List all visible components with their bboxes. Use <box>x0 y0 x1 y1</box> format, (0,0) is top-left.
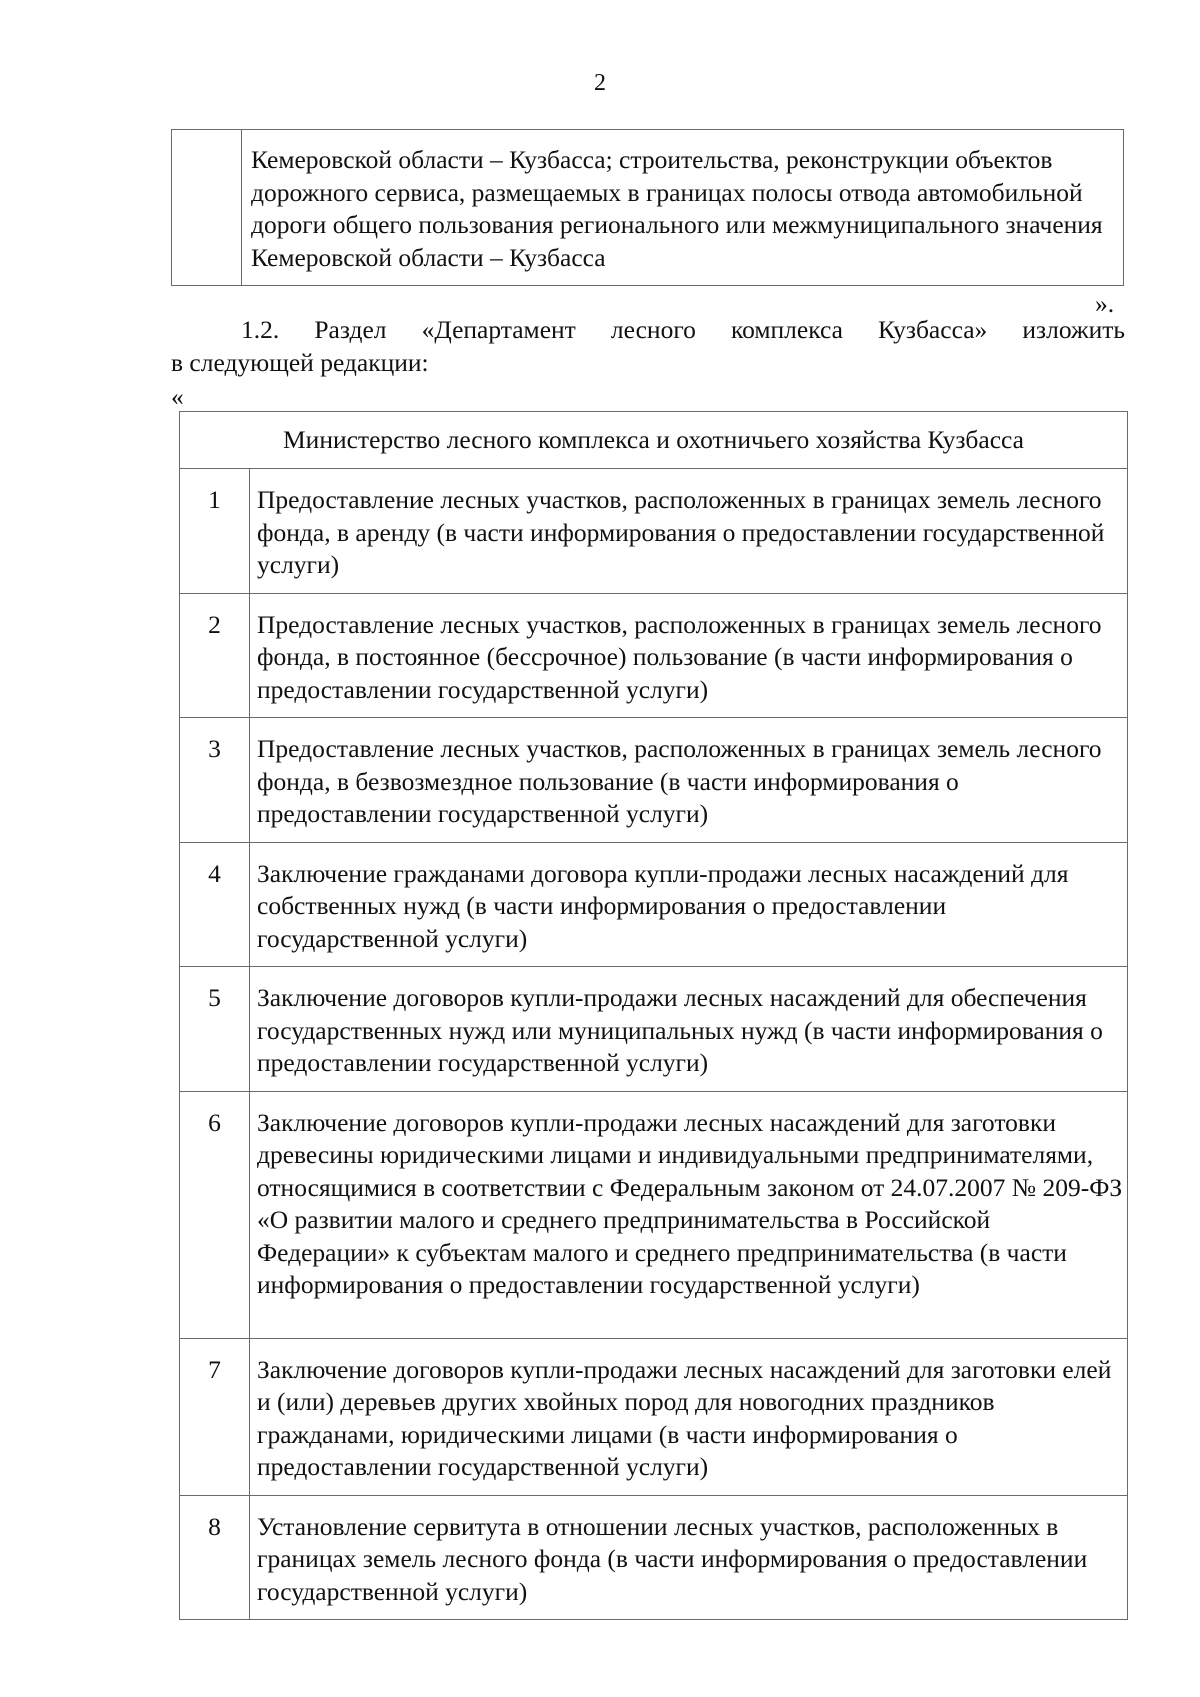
row-number: 5 <box>180 967 250 1092</box>
row-number: 8 <box>180 1495 250 1620</box>
table-header-row <box>180 412 1128 469</box>
ministry-services-table <box>179 411 1128 1620</box>
amendment-paragraph <box>171 314 1125 379</box>
table-row <box>180 469 1128 594</box>
row-text: Предоставление лесных участков, расположенных в границах земель лесного фонда, в аренду (в части информирования о предоставлении государственной услуги) <box>250 469 1128 594</box>
table-row <box>180 1338 1128 1495</box>
paragraph-second-line: в следующей редакции: <box>171 347 429 377</box>
row-number: 3 <box>180 718 250 843</box>
row-text: Заключение гражданами договора купли-продажи лесных насаждений для собственных нужд (в части информирования о предоставлении государственной услуги) <box>250 842 1128 967</box>
row-number: 6 <box>180 1091 250 1338</box>
paragraph-first-line: 1.2. Раздел «Департамент лесного комплекса Кузбасса» изложить <box>241 315 1125 344</box>
table-row <box>180 1495 1128 1620</box>
row-number: 1 <box>180 469 250 594</box>
table-row <box>180 1091 1128 1338</box>
table-cell-empty <box>172 130 242 286</box>
table-row <box>180 967 1128 1092</box>
page-number: 2 <box>594 70 606 96</box>
row-number: 7 <box>180 1338 250 1495</box>
closing-quote: ». <box>1095 289 1115 318</box>
table-row <box>180 842 1128 967</box>
table-row <box>180 593 1128 718</box>
opening-quote: « <box>171 382 184 411</box>
table-header: Министерство лесного комплекса и охотничьего хозяйства Кузбасса <box>180 412 1128 469</box>
continuation-table <box>171 129 1124 286</box>
row-text: Установление сервитута в отношении лесных участков, расположенных в границах земель лесного фонда (в части информирования о предоставлении государственной услуги) <box>250 1495 1128 1620</box>
row-text: Предоставление лесных участков, расположенных в границах земель лесного фонда, в безвозмездное пользование (в части информирования о предоставлении государственной услуги) <box>250 718 1128 843</box>
row-text: Заключение договоров купли-продажи лесных насаждений для заготовки древесины юридическими лицами и индивидуальными предпринимателями, относящимися в соответствии с Федеральным законом от 24.07.2007 № 209-ФЗ «О развитии малого и среднего предпринимательства в Российской Федерации» к субъектам малого и среднего предпринимательства (в части информирования о предоставлении государственной услуги) <box>250 1091 1128 1338</box>
row-text: Заключение договоров купли-продажи лесных насаждений для заготовки елей и (или) деревьев других хвойных пород для новогодних праздников гражданами, юридическими лицами (в части информирования о предоставлении государственной услуги) <box>250 1338 1128 1495</box>
table-row <box>180 718 1128 843</box>
table-row <box>172 130 1124 286</box>
continuation-text: Кемеровской области – Кузбасса; строительства, реконструкции объектов дорожного сервиса, размещаемых в границах полосы отвода автомобильной дороги общего пользования регионального или межмуниципального значения Кемеровской области – Кузбасса <box>242 130 1124 286</box>
row-text: Заключение договоров купли-продажи лесных насаждений для обеспечения государственных нужд или муниципальных нужд (в части информирования о предоставлении государственной услуги) <box>250 967 1128 1092</box>
row-text: Предоставление лесных участков, расположенных в границах земель лесного фонда, в постоянное (бессрочное) пользование (в части информирования о предоставлении государственной услуги) <box>250 593 1128 718</box>
row-number: 4 <box>180 842 250 967</box>
row-number: 2 <box>180 593 250 718</box>
